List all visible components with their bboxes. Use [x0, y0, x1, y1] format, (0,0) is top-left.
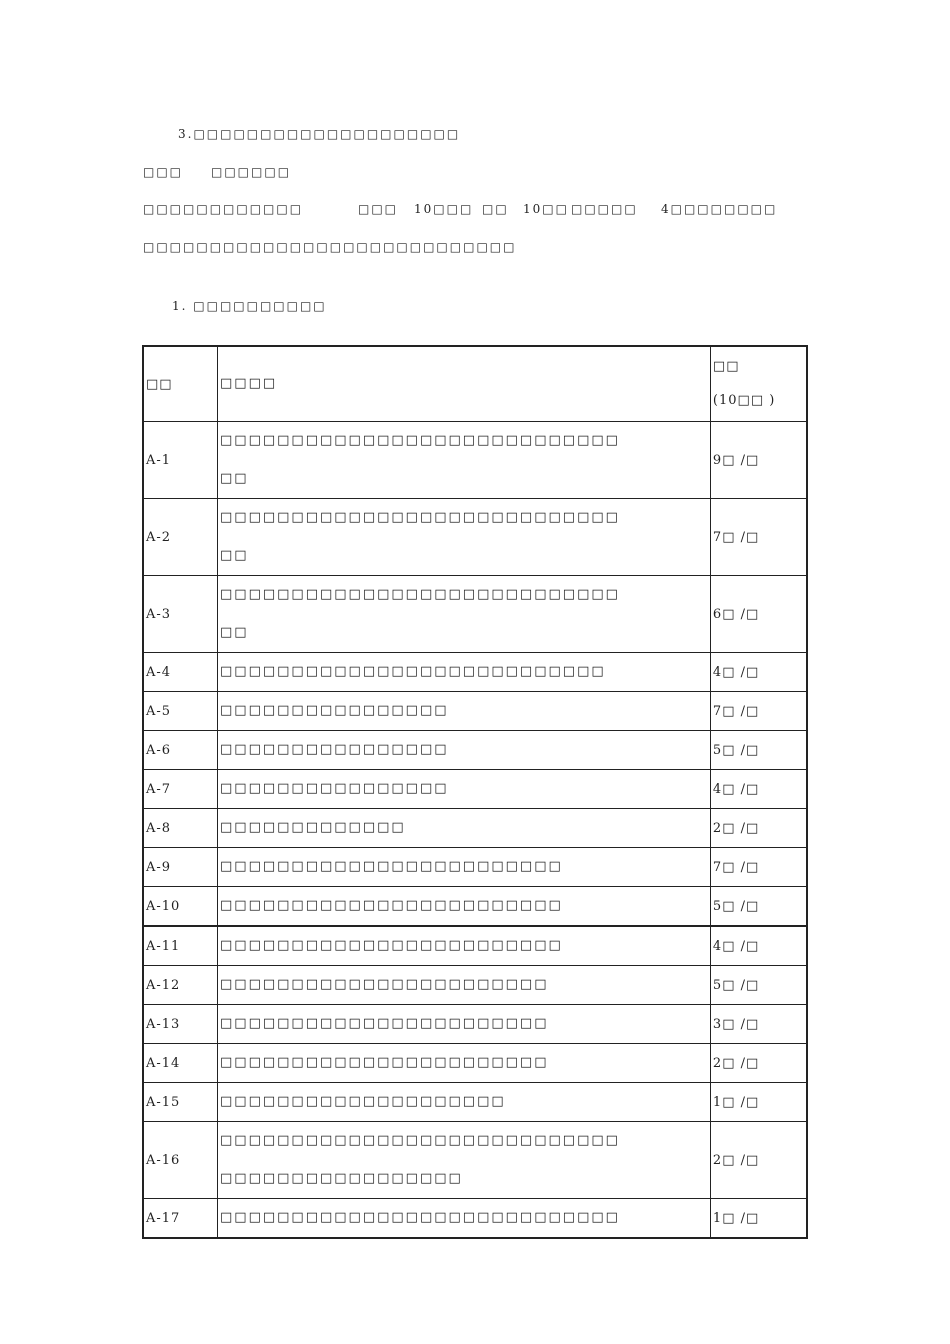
row-description — [218, 770, 711, 809]
header-col-value-line1: □□ — [712, 359, 740, 374]
row-id: A-17 — [143, 1199, 218, 1239]
row-description — [218, 1122, 711, 1199]
table-row — [143, 576, 807, 653]
row-description — [218, 576, 711, 653]
row-description-line1: □□□□□□□□□□□□□□□□□□□□□□□□□□□ — [220, 664, 606, 679]
row-value: 7□ /□ — [710, 692, 807, 731]
row-id: A-10 — [143, 887, 218, 927]
row-description — [218, 848, 711, 887]
table-row — [143, 731, 807, 770]
row-value: 1□ /□ — [710, 1083, 807, 1122]
intro-line-3-part-c: 10□□□ — [414, 202, 474, 216]
row-value: 2□ /□ — [710, 1044, 807, 1083]
row-description-line1: □□□□□□□□□□□□□□□□□□□□□□□□□□□□ — [220, 587, 620, 602]
table-header-row — [143, 346, 807, 422]
row-value: 6□ /□ — [710, 576, 807, 653]
data-table — [142, 345, 808, 1239]
row-description — [218, 422, 711, 499]
table-row — [143, 926, 807, 966]
row-description-line2: □□ — [220, 625, 249, 640]
row-description-line1: □□□□□□□□□□□□□□□□ — [220, 742, 449, 757]
intro-line-3-part-g: 4□□□□□□□□ — [661, 202, 778, 216]
header-col-value-line2: (10□□ ) — [712, 393, 776, 408]
row-description-line1: □□□□□□□□□□□□□□□□□□□□□□□ — [220, 1016, 549, 1031]
row-id: A-2 — [143, 499, 218, 576]
intro-line-2-label: □□□ — [143, 165, 184, 179]
header-col-id: □□ — [143, 346, 218, 422]
row-description-line1: □□□□□□□□□□□□□□□□□□□□□□□ — [220, 977, 549, 992]
row-value: 2□ /□ — [710, 1122, 807, 1199]
row-description-line2: □□□□□□□□□□□□□□□□□ — [220, 1171, 463, 1186]
row-description — [218, 692, 711, 731]
intro-line-2-value: □□□□□□ — [211, 165, 292, 179]
row-id: A-13 — [143, 1005, 218, 1044]
row-description-line1: □□□□□□□□□□□□□□□□□□□□□□□ — [220, 1055, 549, 1070]
row-description-line1: □□□□□□□□□□□□□□□□□□□□□□□□□□□□ — [220, 1210, 620, 1225]
row-id: A-14 — [143, 1044, 218, 1083]
intro-line-3-part-a: □□□□□□□□□□□□ — [143, 202, 304, 216]
row-id: A-15 — [143, 1083, 218, 1122]
row-description-line1: □□□□□□□□□□□□□□□□□□□□□□□□□□□□ — [220, 1133, 620, 1148]
table-row — [143, 1122, 807, 1199]
row-description-line1: □□□□□□□□□□□□□□□□□□□□□□□□□□□□ — [220, 510, 620, 525]
row-id: A-8 — [143, 809, 218, 848]
row-id: A-4 — [143, 653, 218, 692]
intro-line-3-part-f: □□□□□ — [571, 202, 638, 216]
row-description-line1: □□□□□□□□□□□□□□□□□□□□□□□□ — [220, 898, 563, 913]
table-row — [143, 770, 807, 809]
table-row — [143, 1044, 807, 1083]
row-description — [218, 1044, 711, 1083]
row-description-line1: □□□□□□□□□□□□□□□□□□□□□□□□ — [220, 938, 563, 953]
intro-line-3-part-b: □□□ — [358, 202, 399, 216]
row-description-line2: □□ — [220, 548, 249, 563]
row-description — [218, 966, 711, 1005]
intro-line-3-part-e: 10□□ — [523, 202, 569, 216]
row-description — [218, 1199, 711, 1239]
row-description-line2: □□ — [220, 471, 249, 486]
table-row — [143, 653, 807, 692]
row-value: 4□ /□ — [710, 770, 807, 809]
table-row — [143, 499, 807, 576]
row-id: A-16 — [143, 1122, 218, 1199]
row-id: A-6 — [143, 731, 218, 770]
row-description — [218, 1005, 711, 1044]
table-row — [143, 809, 807, 848]
header-col-value — [710, 346, 807, 422]
row-id: A-1 — [143, 422, 218, 499]
intro-line-3-part-d: □□ — [482, 202, 509, 216]
row-description — [218, 809, 711, 848]
row-description — [218, 653, 711, 692]
row-id: A-9 — [143, 848, 218, 887]
row-description-line1: □□□□□□□□□□□□□ — [220, 820, 406, 835]
row-description-line1: □□□□□□□□□□□□□□□□□□□□□□□□□□□□ — [220, 433, 620, 448]
row-description — [218, 887, 711, 927]
row-value: 4□ /□ — [710, 653, 807, 692]
row-value: 4□ /□ — [710, 926, 807, 966]
row-id: A-7 — [143, 770, 218, 809]
row-description — [218, 926, 711, 966]
table-row — [143, 1083, 807, 1122]
row-value: 5□ /□ — [710, 966, 807, 1005]
intro-heading: 3.□□□□□□□□□□□□□□□□□□□□ — [178, 127, 461, 141]
table-row — [143, 1005, 807, 1044]
row-description — [218, 731, 711, 770]
table-row — [143, 422, 807, 499]
row-value: 5□ /□ — [710, 731, 807, 770]
table-row — [143, 1199, 807, 1239]
row-value: 7□ /□ — [710, 848, 807, 887]
table-row — [143, 966, 807, 1005]
row-value: 2□ /□ — [710, 809, 807, 848]
row-id: A-3 — [143, 576, 218, 653]
row-value: 9□ /□ — [710, 422, 807, 499]
header-col-description: □□□□ — [218, 346, 711, 422]
row-id: A-11 — [143, 926, 218, 966]
intro-line-4: □□□□□□□□□□□□□□□□□□□□□□□□□□□□ — [143, 240, 517, 254]
row-description — [218, 499, 711, 576]
row-id: A-5 — [143, 692, 218, 731]
row-value: 7□ /□ — [710, 499, 807, 576]
row-value: 3□ /□ — [710, 1005, 807, 1044]
section-heading: 1. □□□□□□□□□□ — [172, 299, 327, 313]
intro-line-3 — [143, 202, 783, 218]
row-value: 1□ /□ — [710, 1199, 807, 1239]
table-row — [143, 887, 807, 927]
row-description-line1: □□□□□□□□□□□□□□□□□□□□□□□□ — [220, 859, 563, 874]
row-description-line1: □□□□□□□□□□□□□□□□□□□□ — [220, 1094, 506, 1109]
row-description — [218, 1083, 711, 1122]
row-description-line1: □□□□□□□□□□□□□□□□ — [220, 781, 449, 796]
table-row — [143, 692, 807, 731]
row-description-line1: □□□□□□□□□□□□□□□□ — [220, 703, 449, 718]
row-value: 5□ /□ — [710, 887, 807, 927]
row-id: A-12 — [143, 966, 218, 1005]
table-row — [143, 848, 807, 887]
